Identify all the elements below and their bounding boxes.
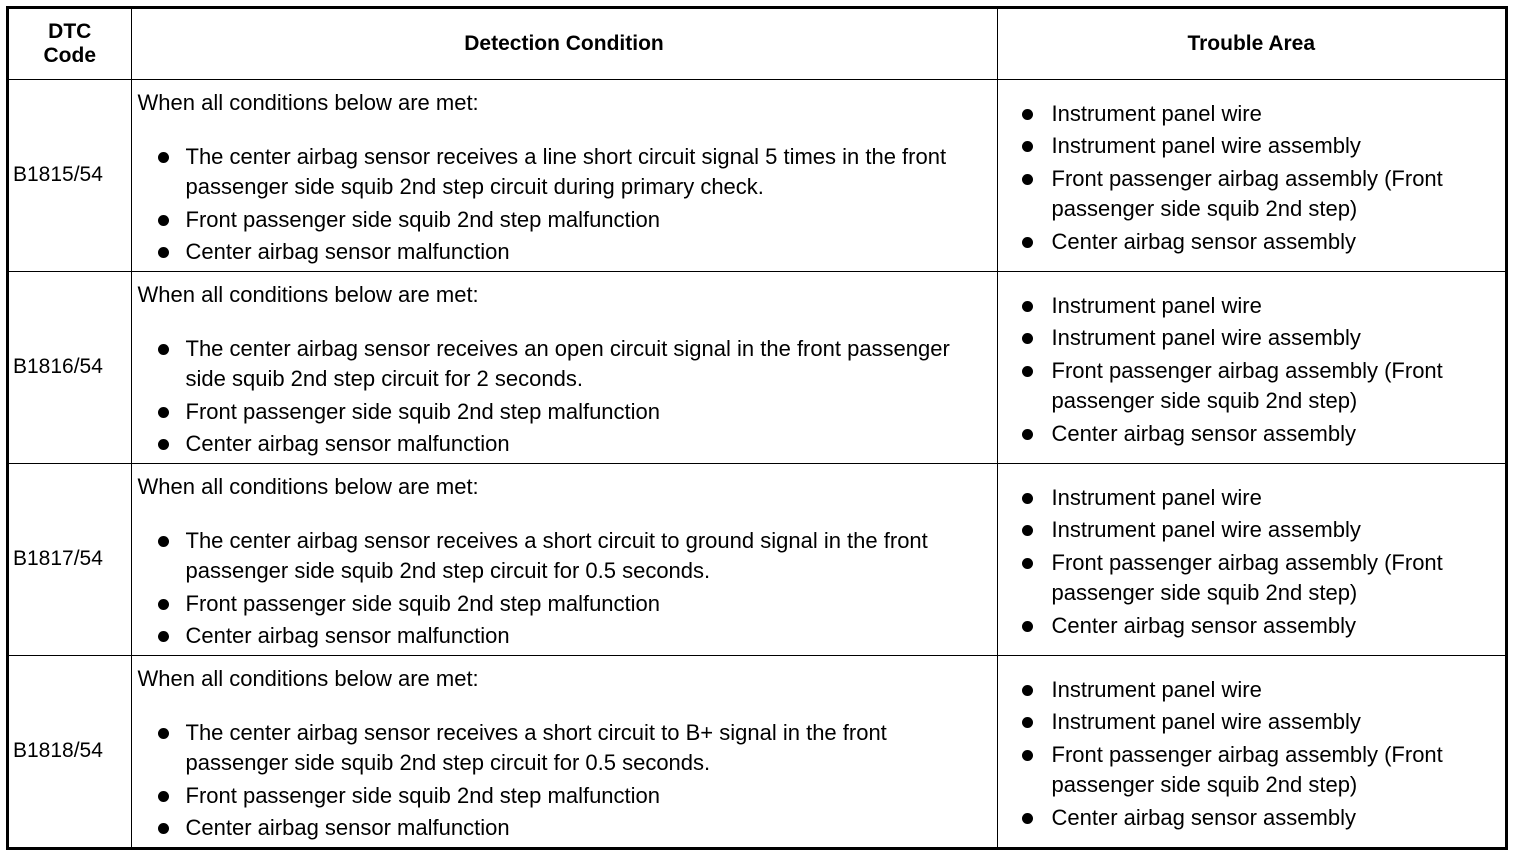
condition-text: Front passenger side squib 2nd step malfunction [185,398,661,424]
bullet-icon [158,631,169,642]
table-row [9,271,1505,463]
bullet-icon [1022,366,1033,377]
list-item [998,99,1506,130]
table-row [9,79,1505,271]
list-item [132,237,997,268]
list-item [998,356,1506,417]
bullet-icon [1022,174,1033,185]
bullet-icon [158,791,169,802]
list-item [998,483,1506,514]
condition-list [132,334,997,460]
dtc-code: B1816/54 [13,355,103,378]
list-item [132,526,997,587]
list-item [132,718,997,779]
trouble-list [998,99,1506,258]
list-item [132,589,997,620]
bullet-icon [1022,717,1033,728]
header-row [9,9,1505,79]
list-item [998,227,1506,258]
trouble-text: Instrument panel wire [1051,292,1262,318]
header-dtc-code: DTC Code [9,9,131,79]
list-item [998,291,1506,322]
bullet-icon [158,215,169,226]
bullet-icon [1022,813,1033,824]
trouble-text: Center airbag sensor assembly [1051,228,1356,254]
condition-list [132,142,997,268]
list-item [998,611,1506,642]
condition-intro: When all conditions below are met: [137,665,479,691]
condition-list [132,526,997,652]
bullet-icon [158,728,169,739]
dtc-code-cell [9,79,131,271]
dtc-code-cell [9,655,131,847]
bullet-icon [1022,493,1033,504]
trouble-text: Instrument panel wire assembly [1051,517,1361,542]
bullet-icon [1022,429,1033,440]
condition-intro: When all conditions below are met: [137,89,479,115]
detection-condition-cell [131,463,997,655]
trouble-area-cell [997,271,1505,463]
trouble-text: Center airbag sensor assembly [1051,420,1356,446]
dtc-table [9,9,1505,847]
list-item [132,397,997,428]
trouble-text: Front passenger airbag assembly (Front passenger side squib 2nd step) [1051,741,1443,797]
trouble-text: Instrument panel wire [1051,100,1262,126]
trouble-text: Front passenger airbag assembly (Front passenger side squib 2nd step) [1051,357,1443,413]
condition-intro: When all conditions below are met: [137,473,479,499]
trouble-text: Instrument panel wire assembly [1051,709,1361,734]
trouble-area-cell [997,655,1505,847]
bullet-icon [158,599,169,610]
condition-text: Front passenger side squib 2nd step malfunction [185,590,661,616]
list-item [998,675,1506,706]
dtc-code: B1817/54 [13,547,103,570]
dtc-table-frame [6,6,1508,850]
list-item [132,813,997,844]
condition-text: The center airbag sensor receives a line short circuit signal 5 times in the front passenger side squib 2nd step circuit during primary check. [185,143,947,199]
condition-text: Center airbag sensor malfunction [185,623,510,648]
bullet-icon [1022,558,1033,569]
bullet-icon [158,823,169,834]
detection-condition-cell [131,655,997,847]
list-item [132,429,997,460]
bullet-icon [158,152,169,163]
condition-text: Front passenger side squib 2nd step malfunction [185,206,661,232]
condition-intro: When all conditions below are met: [137,281,479,307]
list-item [132,781,997,812]
bullet-icon [158,439,169,450]
list-item [132,621,997,652]
trouble-text: Center airbag sensor assembly [1051,804,1356,830]
condition-text: The center airbag sensor receives a short circuit to B+ signal in the front passenger side squib 2nd step circuit for 0.5 seconds. [185,719,887,775]
trouble-list [998,483,1506,642]
condition-text: The center airbag sensor receives a short circuit to ground signal in the front passenger side squib 2nd step circuit for 0.5 seconds. [185,527,928,583]
list-item [998,707,1506,738]
trouble-text: Center airbag sensor assembly [1051,612,1356,638]
list-item [998,419,1506,450]
bullet-icon [1022,525,1033,536]
trouble-text: Instrument panel wire [1051,676,1262,702]
trouble-text: Instrument panel wire [1051,484,1262,510]
dtc-code: B1818/54 [13,739,103,763]
bullet-icon [1022,301,1033,312]
header-detection-condition: Detection Condition [131,9,997,79]
trouble-list [998,675,1506,834]
bullet-icon [158,407,169,418]
bullet-icon [1022,685,1033,696]
list-item [998,740,1506,801]
dtc-code-cell [9,271,131,463]
header-trouble-area: Trouble Area [997,9,1505,79]
table-body [9,79,1505,847]
condition-list [132,718,997,844]
trouble-text: Instrument panel wire assembly [1051,133,1361,158]
bullet-icon [1022,109,1033,120]
trouble-list [998,291,1506,450]
bullet-icon [1022,237,1033,248]
condition-text: Center airbag sensor malfunction [185,815,510,840]
list-item [998,515,1506,546]
list-item [132,334,997,395]
list-item [998,164,1506,225]
list-item [132,205,997,236]
bullet-icon [1022,333,1033,344]
bullet-icon [158,247,169,258]
condition-text: Front passenger side squib 2nd step malfunction [185,782,661,808]
trouble-area-cell [997,463,1505,655]
list-item [132,142,997,203]
detection-condition-cell [131,271,997,463]
list-item [998,323,1506,354]
condition-text: Center airbag sensor malfunction [185,431,510,456]
bullet-icon [1022,621,1033,632]
list-item [998,131,1506,162]
list-item [998,803,1506,834]
condition-text: Center airbag sensor malfunction [185,239,510,264]
table-row [9,655,1505,847]
table-row [9,463,1505,655]
bullet-icon [158,536,169,547]
trouble-text: Front passenger airbag assembly (Front passenger side squib 2nd step) [1051,165,1443,221]
trouble-area-cell [997,79,1505,271]
bullet-icon [1022,750,1033,761]
trouble-text: Instrument panel wire assembly [1051,325,1361,350]
dtc-code-cell [9,463,131,655]
detection-condition-cell [131,79,997,271]
trouble-text: Front passenger airbag assembly (Front passenger side squib 2nd step) [1051,549,1443,605]
bullet-icon [1022,141,1033,152]
bullet-icon [158,344,169,355]
dtc-code: B1815/54 [13,163,103,186]
list-item [998,548,1506,609]
condition-text: The center airbag sensor receives an open circuit signal in the front passenger side squib 2nd step circuit for 2 seconds. [185,335,950,391]
